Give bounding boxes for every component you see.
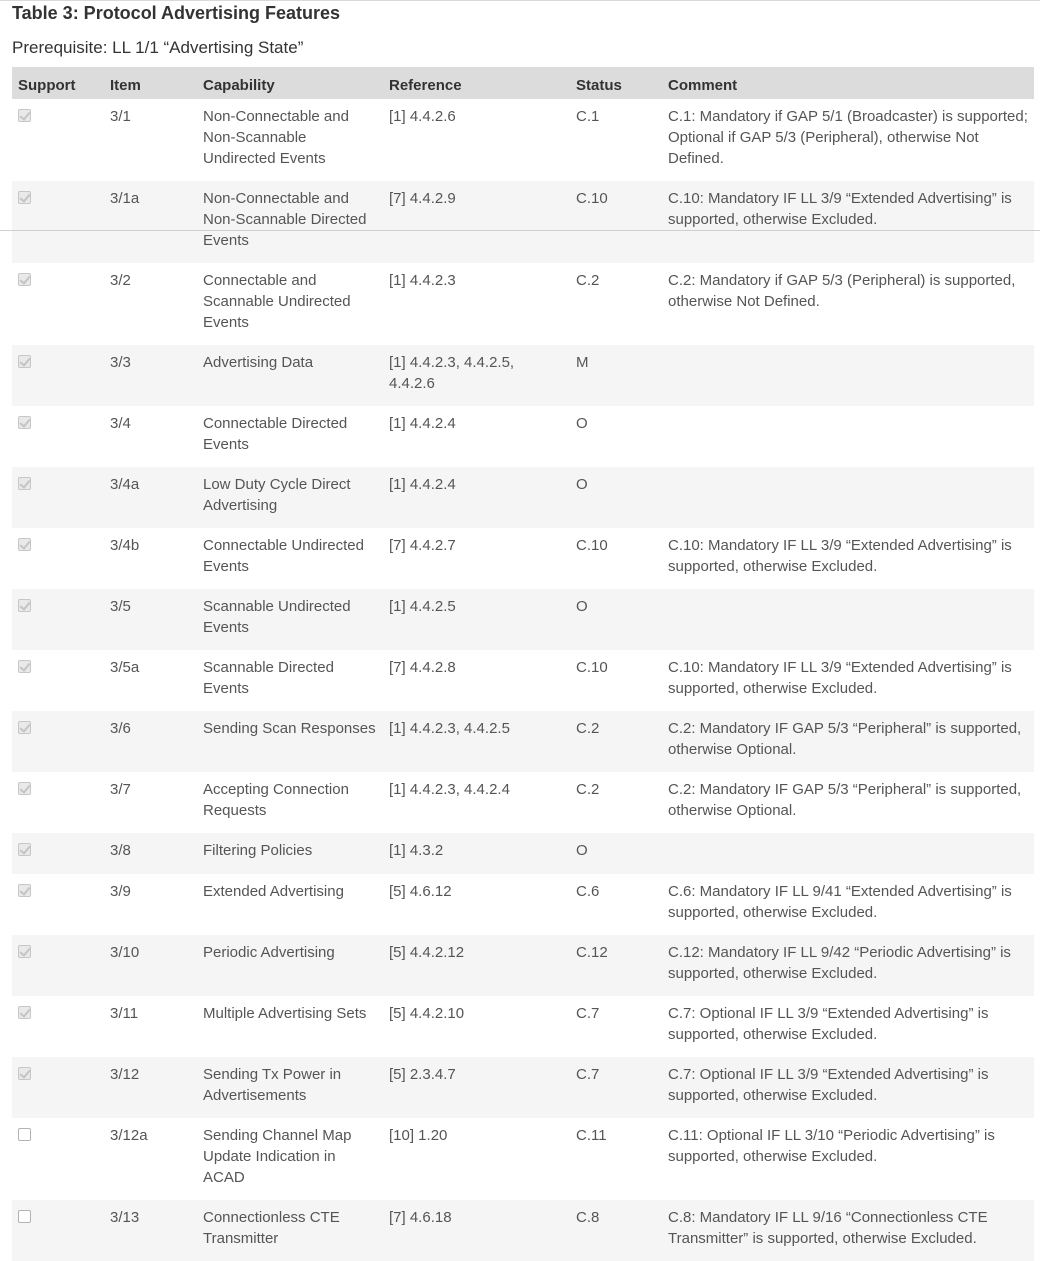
support-checkbox[interactable] — [18, 660, 31, 673]
table-row — [12, 99, 1034, 181]
status-cell: C.2 — [570, 263, 662, 345]
reference-cell: [5] 4.4.2.12 — [383, 935, 570, 996]
item-cell: 3/3 — [104, 345, 197, 406]
status-cell: C.7 — [570, 1057, 662, 1118]
support-cell — [12, 711, 104, 772]
status-cell: C.8 — [570, 1200, 662, 1261]
status-cell: M — [570, 345, 662, 406]
reference-cell: [1] 4.4.2.4 — [383, 467, 570, 528]
capability-cell: Non-Connectable and Non-Scannable Directed Events — [197, 181, 383, 263]
table-row — [12, 181, 1034, 263]
support-cell — [12, 345, 104, 406]
support-checkbox[interactable] — [18, 884, 31, 897]
support-checkbox[interactable] — [18, 1006, 31, 1019]
comment-cell: C.8: Mandatory IF LL 9/16 “Connectionless CTE Transmitter” is supported, otherwise Excluded. — [662, 1200, 1034, 1261]
column-header-support: Support — [12, 67, 104, 99]
support-checkbox[interactable] — [18, 782, 31, 795]
support-checkbox[interactable] — [18, 599, 31, 612]
capability-cell: Periodic Advertising — [197, 935, 383, 996]
capability-cell: Accepting Connection Requests — [197, 772, 383, 833]
comment-cell — [662, 833, 1034, 874]
table-row — [12, 528, 1034, 589]
capability-cell: Connectionless CTE Transmitter — [197, 1200, 383, 1261]
comment-cell: C.12: Mandatory IF LL 9/42 “Periodic Advertising” is supported, otherwise Excluded. — [662, 935, 1034, 996]
table-row — [12, 874, 1034, 935]
support-cell — [12, 935, 104, 996]
support-cell — [12, 99, 104, 181]
comment-cell: C.10: Mandatory IF LL 3/9 “Extended Advertising” is supported, otherwise Excluded. — [662, 528, 1034, 589]
support-checkbox[interactable] — [18, 355, 31, 368]
page-divider — [0, 230, 1040, 231]
item-cell: 3/4a — [104, 467, 197, 528]
capability-cell: Scannable Directed Events — [197, 650, 383, 711]
capability-cell: Multiple Advertising Sets — [197, 996, 383, 1057]
support-cell — [12, 833, 104, 874]
item-cell: 3/13 — [104, 1200, 197, 1261]
table-row — [12, 345, 1034, 406]
comment-cell — [662, 467, 1034, 528]
support-checkbox[interactable] — [18, 109, 31, 122]
table-row — [12, 1057, 1034, 1118]
support-checkbox[interactable] — [18, 1210, 31, 1223]
item-cell: 3/5 — [104, 589, 197, 650]
support-checkbox[interactable] — [18, 191, 31, 204]
support-cell — [12, 772, 104, 833]
support-cell — [12, 467, 104, 528]
capability-cell: Connectable Directed Events — [197, 406, 383, 467]
table-row — [12, 833, 1034, 874]
reference-cell: [5] 4.4.2.10 — [383, 996, 570, 1057]
comment-cell: C.1: Mandatory if GAP 5/1 (Broadcaster) is supported; Optional if GAP 5/3 (Peripheral), otherwise Not Defined. — [662, 99, 1034, 181]
reference-cell: [1] 4.3.2 — [383, 833, 570, 874]
comment-cell — [662, 345, 1034, 406]
reference-cell: [7] 4.6.18 — [383, 1200, 570, 1261]
table-row — [12, 711, 1034, 772]
capability-cell: Sending Channel Map Update Indication in ACAD — [197, 1118, 383, 1200]
item-cell: 3/12a — [104, 1118, 197, 1200]
support-checkbox[interactable] — [18, 416, 31, 429]
reference-cell: [1] 4.4.2.3 — [383, 263, 570, 345]
table-row — [12, 996, 1034, 1057]
item-cell: 3/12 — [104, 1057, 197, 1118]
support-checkbox[interactable] — [18, 273, 31, 286]
capability-cell: Extended Advertising — [197, 874, 383, 935]
status-cell: O — [570, 833, 662, 874]
support-checkbox[interactable] — [18, 477, 31, 490]
status-cell: O — [570, 589, 662, 650]
status-cell: C.1 — [570, 99, 662, 181]
top-divider — [0, 0, 1040, 1]
support-cell — [12, 589, 104, 650]
reference-cell: [1] 4.4.2.5 — [383, 589, 570, 650]
item-cell: 3/2 — [104, 263, 197, 345]
table-row — [12, 589, 1034, 650]
capability-cell: Non-Connectable and Non-Scannable Undirected Events — [197, 99, 383, 181]
support-cell — [12, 528, 104, 589]
table-row — [12, 650, 1034, 711]
support-cell — [12, 1200, 104, 1261]
status-cell: C.12 — [570, 935, 662, 996]
capability-cell: Advertising Data — [197, 345, 383, 406]
status-cell: O — [570, 406, 662, 467]
status-cell: O — [570, 467, 662, 528]
comment-cell: C.11: Optional IF LL 3/10 “Periodic Advertising” is supported, otherwise Excluded. — [662, 1118, 1034, 1200]
table-header-row — [12, 67, 1034, 99]
support-cell — [12, 406, 104, 467]
item-cell: 3/7 — [104, 772, 197, 833]
comment-cell: C.7: Optional IF LL 3/9 “Extended Advertising” is supported, otherwise Excluded. — [662, 996, 1034, 1057]
prerequisite-text: Prerequisite: LL 1/1 “Advertising State” — [12, 38, 304, 57]
item-cell: 3/10 — [104, 935, 197, 996]
support-cell — [12, 263, 104, 345]
capability-cell: Low Duty Cycle Direct Advertising — [197, 467, 383, 528]
column-header-item: Item — [104, 67, 197, 99]
comment-cell — [662, 406, 1034, 467]
capability-cell: Filtering Policies — [197, 833, 383, 874]
status-cell: C.10 — [570, 528, 662, 589]
table-row — [12, 772, 1034, 833]
reference-cell: [1] 4.4.2.3, 4.4.2.5, 4.4.2.6 — [383, 345, 570, 406]
table-row — [12, 1118, 1034, 1200]
table-row — [12, 263, 1034, 345]
table-row — [12, 406, 1034, 467]
support-checkbox[interactable] — [18, 1067, 31, 1080]
comment-cell: C.2: Mandatory IF GAP 5/3 “Peripheral” is supported, otherwise Optional. — [662, 711, 1034, 772]
item-cell: 3/4b — [104, 528, 197, 589]
support-cell — [12, 1118, 104, 1200]
item-cell: 3/4 — [104, 406, 197, 467]
features-table-container — [12, 67, 1034, 1261]
item-cell: 3/5a — [104, 650, 197, 711]
item-cell: 3/9 — [104, 874, 197, 935]
column-header-capability: Capability — [197, 67, 383, 99]
table-row — [12, 935, 1034, 996]
status-cell: C.7 — [570, 996, 662, 1057]
reference-cell: [1] 4.4.2.3, 4.4.2.5 — [383, 711, 570, 772]
support-cell — [12, 181, 104, 263]
capability-cell: Connectable and Scannable Undirected Events — [197, 263, 383, 345]
reference-cell: [1] 4.4.2.6 — [383, 99, 570, 181]
comment-cell: C.6: Mandatory IF LL 9/41 “Extended Advertising” is supported, otherwise Excluded. — [662, 874, 1034, 935]
table-body — [12, 99, 1034, 1261]
comment-cell: C.7: Optional IF LL 3/9 “Extended Advertising” is supported, otherwise Excluded. — [662, 1057, 1034, 1118]
status-cell: C.2 — [570, 711, 662, 772]
capability-cell: Scannable Undirected Events — [197, 589, 383, 650]
table-row — [12, 467, 1034, 528]
status-cell: C.10 — [570, 181, 662, 263]
support-cell — [12, 996, 104, 1057]
status-cell: C.6 — [570, 874, 662, 935]
support-checkbox[interactable] — [18, 538, 31, 551]
support-cell — [12, 874, 104, 935]
comment-cell — [662, 589, 1034, 650]
reference-cell: [7] 4.4.2.7 — [383, 528, 570, 589]
reference-cell: [5] 4.6.12 — [383, 874, 570, 935]
item-cell: 3/1 — [104, 99, 197, 181]
item-cell: 3/8 — [104, 833, 197, 874]
support-checkbox[interactable] — [18, 1128, 31, 1141]
reference-cell: [1] 4.4.2.3, 4.4.2.4 — [383, 772, 570, 833]
column-header-comment: Comment — [662, 67, 1034, 99]
reference-cell: [7] 4.4.2.8 — [383, 650, 570, 711]
item-cell: 3/6 — [104, 711, 197, 772]
comment-cell: C.10: Mandatory IF LL 3/9 “Extended Advertising” is supported, otherwise Excluded. — [662, 181, 1034, 263]
support-checkbox[interactable] — [18, 721, 31, 734]
item-cell: 3/11 — [104, 996, 197, 1057]
support-checkbox[interactable] — [18, 945, 31, 958]
reference-cell: [1] 4.4.2.4 — [383, 406, 570, 467]
comment-cell: C.2: Mandatory IF GAP 5/3 “Peripheral” is supported, otherwise Optional. — [662, 772, 1034, 833]
item-cell: 3/1a — [104, 181, 197, 263]
support-cell — [12, 650, 104, 711]
reference-cell: [10] 1.20 — [383, 1118, 570, 1200]
support-cell — [12, 1057, 104, 1118]
column-header-reference: Reference — [383, 67, 570, 99]
capability-cell: Sending Scan Responses — [197, 711, 383, 772]
comment-cell: C.2: Mandatory if GAP 5/3 (Peripheral) is supported, otherwise Not Defined. — [662, 263, 1034, 345]
status-cell: C.10 — [570, 650, 662, 711]
status-cell: C.11 — [570, 1118, 662, 1200]
reference-cell: [5] 2.3.4.7 — [383, 1057, 570, 1118]
column-header-status: Status — [570, 67, 662, 99]
reference-cell: [7] 4.4.2.9 — [383, 181, 570, 263]
table-title: Table 3: Protocol Advertising Features — [12, 3, 341, 23]
support-checkbox[interactable] — [18, 843, 31, 856]
features-table — [12, 67, 1034, 1261]
capability-cell: Sending Tx Power in Advertisements — [197, 1057, 383, 1118]
comment-cell: C.10: Mandatory IF LL 3/9 “Extended Advertising” is supported, otherwise Excluded. — [662, 650, 1034, 711]
capability-cell: Connectable Undirected Events — [197, 528, 383, 589]
status-cell: C.2 — [570, 772, 662, 833]
table-row — [12, 1200, 1034, 1261]
